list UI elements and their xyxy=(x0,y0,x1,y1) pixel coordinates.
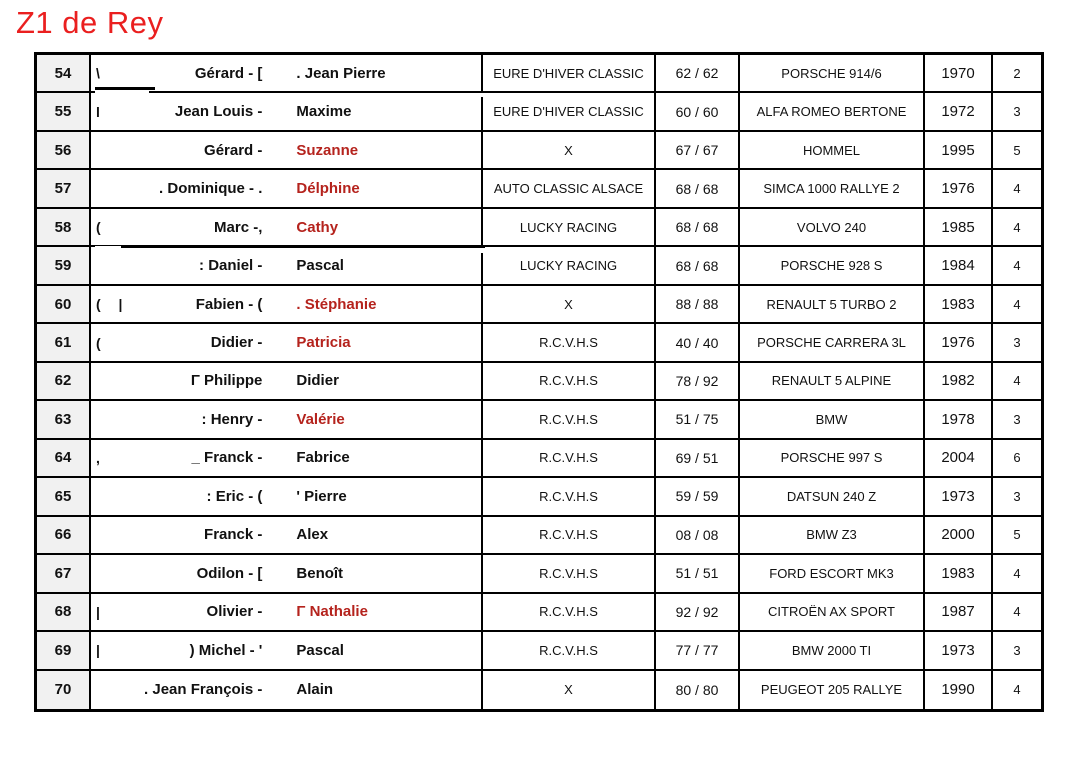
score-value: 59 / 59 xyxy=(656,478,740,514)
border-artifact xyxy=(95,87,155,90)
car-year: 2004 xyxy=(925,440,993,476)
driver-first-name: Olivier - xyxy=(206,603,263,621)
driver-first-name: . Jean François - xyxy=(144,681,263,699)
score-value: 68 / 68 xyxy=(656,170,740,206)
crew-names-cell xyxy=(91,517,483,553)
entry-number: 63 xyxy=(37,401,91,437)
group-number: 3 xyxy=(1013,411,1021,427)
club-name: EURE D'HIVER CLASSIC xyxy=(483,93,656,129)
car-model: CITROËN AX SPORT xyxy=(740,594,925,630)
car-model: SIMCA 1000 RALLYE 2 xyxy=(740,170,925,206)
table-row xyxy=(37,55,1041,93)
crew-names-cell xyxy=(91,401,483,437)
score-value: 68 / 68 xyxy=(656,209,740,245)
table-row xyxy=(37,286,1041,324)
driver-first-name: Γ Philippe xyxy=(190,372,263,390)
redaction-fragment: ( xyxy=(96,219,108,236)
car-model: PORSCHE 928 S xyxy=(740,247,925,283)
car-model: BMW xyxy=(740,401,925,437)
codriver-first-name: Suzanne xyxy=(296,141,359,159)
group-number: 4 xyxy=(1013,258,1021,274)
group-number: 4 xyxy=(1013,682,1021,698)
crew-names-cell xyxy=(91,440,483,476)
score-value: 69 / 51 xyxy=(656,440,740,476)
table-row xyxy=(37,517,1041,555)
entry-table xyxy=(34,52,1044,712)
score-value: 51 / 75 xyxy=(656,401,740,437)
driver-first-name: : Henry - xyxy=(201,410,263,428)
redaction-fragment: , xyxy=(96,449,107,466)
crew-names-cell xyxy=(91,170,483,206)
entry-number: 70 xyxy=(37,671,91,709)
crew-names-cell xyxy=(91,93,483,129)
car-model: FORD ESCORT MK3 xyxy=(740,555,925,591)
group-number: 3 xyxy=(1013,104,1021,120)
crew-names-cell xyxy=(91,671,483,709)
table-row xyxy=(37,170,1041,208)
car-year: 1973 xyxy=(925,632,993,668)
border-artifact xyxy=(149,91,485,94)
entry-number: 68 xyxy=(37,594,91,630)
codriver-first-name: Pascal xyxy=(296,257,344,275)
codriver-first-name: Didier xyxy=(296,372,339,390)
codriver-first-name: Alex xyxy=(296,526,329,544)
car-model: PEUGEOT 205 RALLYE xyxy=(740,671,925,709)
car-year: 1970 xyxy=(925,55,993,91)
redaction-fragment: ( xyxy=(96,334,108,351)
entry-number: 58 xyxy=(37,209,91,245)
car-year: 1973 xyxy=(925,478,993,514)
club-name: R.C.V.H.S xyxy=(483,555,656,591)
car-model: RENAULT 5 ALPINE xyxy=(740,363,925,399)
score-value: 78 / 92 xyxy=(656,363,740,399)
driver-first-name: Didier - xyxy=(210,334,263,352)
club-name: X xyxy=(483,671,656,709)
codriver-first-name: ' Pierre xyxy=(296,487,347,505)
table-row xyxy=(37,247,1041,285)
entry-table-body xyxy=(37,55,1041,709)
redaction-fragment: | xyxy=(96,603,107,620)
codriver-first-name: Patricia xyxy=(296,334,351,352)
driver-first-name: Marc -, xyxy=(214,218,263,236)
group-number: 6 xyxy=(1013,450,1021,466)
group-number: 3 xyxy=(1013,642,1021,658)
driver-first-name: _ Franck - xyxy=(191,449,263,467)
car-model: VOLVO 240 xyxy=(740,209,925,245)
driver-first-name: Gérard - [ xyxy=(194,64,263,82)
border-artifact xyxy=(121,246,485,249)
car-model: DATSUN 240 Z xyxy=(740,478,925,514)
club-name: R.C.V.H.S xyxy=(483,478,656,514)
crew-names-cell xyxy=(91,594,483,630)
table-row xyxy=(37,132,1041,170)
club-name: R.C.V.H.S xyxy=(483,401,656,437)
crew-names-cell xyxy=(91,555,483,591)
codriver-first-name: Γ Nathalie xyxy=(296,603,368,621)
score-value: 92 / 92 xyxy=(656,594,740,630)
codriver-first-name: Benoît xyxy=(296,564,344,582)
score-value: 08 / 08 xyxy=(656,517,740,553)
entry-number: 67 xyxy=(37,555,91,591)
entry-number: 64 xyxy=(37,440,91,476)
table-row xyxy=(37,363,1041,401)
driver-first-name: : Daniel - xyxy=(199,257,263,275)
club-name: AUTO CLASSIC ALSACE xyxy=(483,170,656,206)
table-row xyxy=(37,632,1041,670)
car-year: 1985 xyxy=(925,209,993,245)
codriver-first-name: Maxime xyxy=(296,103,352,121)
group-number: 4 xyxy=(1013,296,1021,312)
club-name: R.C.V.H.S xyxy=(483,594,656,630)
table-row xyxy=(37,324,1041,362)
car-model: BMW Z3 xyxy=(740,517,925,553)
car-year: 1982 xyxy=(925,363,993,399)
score-value: 88 / 88 xyxy=(656,286,740,322)
club-name: LUCKY RACING xyxy=(483,247,656,283)
table-row xyxy=(37,555,1041,593)
table-row xyxy=(37,93,1041,131)
car-model: HOMMEL xyxy=(740,132,925,168)
driver-first-name: Fabien - ( xyxy=(195,295,263,313)
table-row xyxy=(37,440,1041,478)
codriver-first-name: Valérie xyxy=(296,410,345,428)
driver-first-name: Franck - xyxy=(204,526,263,544)
entry-number: 66 xyxy=(37,517,91,553)
group-number: 4 xyxy=(1013,219,1021,235)
club-name: X xyxy=(483,132,656,168)
driver-first-name: . Dominique - . xyxy=(159,180,263,198)
entry-number: 60 xyxy=(37,286,91,322)
car-year: 1983 xyxy=(925,286,993,322)
group-number: 3 xyxy=(1013,335,1021,351)
driver-first-name: Odilon - [ xyxy=(196,564,263,582)
car-model: BMW 2000 TI xyxy=(740,632,925,668)
group-number: 5 xyxy=(1013,142,1021,158)
crew-names-cell xyxy=(91,55,483,91)
car-model: PORSCHE CARRERA 3L xyxy=(740,324,925,360)
club-name: R.C.V.H.S xyxy=(483,363,656,399)
driver-first-name: ) Michel - ' xyxy=(189,641,263,659)
score-value: 62 / 62 xyxy=(656,55,740,91)
entry-number: 69 xyxy=(37,632,91,668)
score-value: 60 / 60 xyxy=(656,93,740,129)
table-row xyxy=(37,478,1041,516)
crew-names-cell xyxy=(91,132,483,168)
car-model: RENAULT 5 TURBO 2 xyxy=(740,286,925,322)
score-value: 77 / 77 xyxy=(656,632,740,668)
club-name: R.C.V.H.S xyxy=(483,440,656,476)
codriver-first-name: . Stéphanie xyxy=(296,295,377,313)
car-year: 1990 xyxy=(925,671,993,709)
driver-first-name: : Eric - ( xyxy=(206,487,263,505)
codriver-first-name: Cathy xyxy=(296,218,339,236)
car-year: 1983 xyxy=(925,555,993,591)
club-name: EURE D'HIVER CLASSIC xyxy=(483,55,656,91)
group-number: 4 xyxy=(1013,565,1021,581)
driver-first-name: Gérard - xyxy=(204,141,263,159)
car-year: 1972 xyxy=(925,93,993,129)
group-number: 4 xyxy=(1013,373,1021,389)
crew-names-cell xyxy=(91,363,483,399)
redaction-fragment: l xyxy=(96,103,107,120)
car-model: PORSCHE 997 S xyxy=(740,440,925,476)
car-model: PORSCHE 914/6 xyxy=(740,55,925,91)
codriver-first-name: Fabrice xyxy=(296,449,350,467)
redaction-fragment: ( | xyxy=(96,296,130,313)
table-row xyxy=(37,671,1041,709)
entry-number: 62 xyxy=(37,363,91,399)
redaction-fragment: | xyxy=(96,642,107,659)
car-year: 2000 xyxy=(925,517,993,553)
entry-number: 55 xyxy=(37,93,91,129)
codriver-first-name: Pascal xyxy=(296,641,344,659)
car-year: 1987 xyxy=(925,594,993,630)
club-name: R.C.V.H.S xyxy=(483,632,656,668)
score-value: 80 / 80 xyxy=(656,671,740,709)
table-row xyxy=(37,594,1041,632)
crew-names-cell xyxy=(91,209,483,245)
table-row xyxy=(37,401,1041,439)
entry-number: 57 xyxy=(37,170,91,206)
codriver-first-name: . Jean Pierre xyxy=(296,64,386,82)
group-number: 4 xyxy=(1013,604,1021,620)
crew-names-cell xyxy=(91,632,483,668)
entry-number: 56 xyxy=(37,132,91,168)
crew-names-cell xyxy=(91,324,483,360)
car-year: 1976 xyxy=(925,324,993,360)
score-value: 67 / 67 xyxy=(656,132,740,168)
car-year: 1976 xyxy=(925,170,993,206)
club-name: R.C.V.H.S xyxy=(483,324,656,360)
score-value: 40 / 40 xyxy=(656,324,740,360)
table-row xyxy=(37,209,1041,247)
entry-number: 59 xyxy=(37,247,91,283)
page-title: Z1 de Rey xyxy=(16,5,164,40)
car-year: 1984 xyxy=(925,247,993,283)
car-year: 1978 xyxy=(925,401,993,437)
group-number: 5 xyxy=(1013,527,1021,543)
group-number: 3 xyxy=(1013,488,1021,504)
score-value: 51 / 51 xyxy=(656,555,740,591)
crew-names-cell xyxy=(91,478,483,514)
club-name: X xyxy=(483,286,656,322)
club-name: LUCKY RACING xyxy=(483,209,656,245)
entry-number: 54 xyxy=(37,55,91,91)
codriver-first-name: Délphine xyxy=(296,180,360,198)
crew-names-cell xyxy=(91,286,483,322)
codriver-first-name: Alain xyxy=(296,681,334,699)
entry-number: 65 xyxy=(37,478,91,514)
driver-first-name: Jean Louis - xyxy=(174,103,263,121)
score-value: 68 / 68 xyxy=(656,247,740,283)
group-number: 4 xyxy=(1013,181,1021,197)
redaction-fragment: \ xyxy=(96,65,107,82)
entry-number: 61 xyxy=(37,324,91,360)
car-model: ALFA ROMEO BERTONE xyxy=(740,93,925,129)
group-number: 2 xyxy=(1013,65,1021,81)
club-name: R.C.V.H.S xyxy=(483,517,656,553)
car-year: 1995 xyxy=(925,132,993,168)
